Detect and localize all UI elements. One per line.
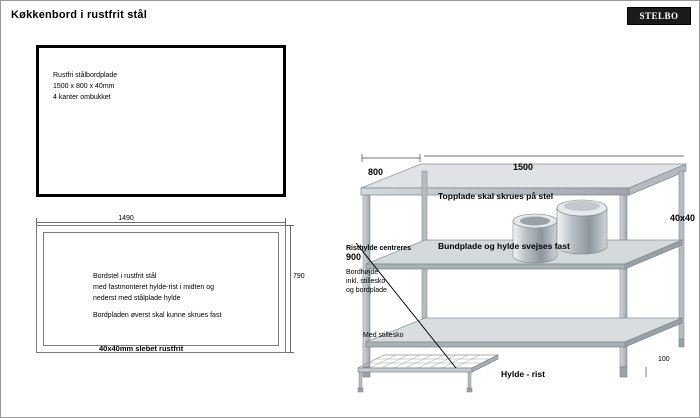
spec-line: med fastmonteret hylde-rist i midten og (93, 284, 214, 291)
dimension-line-horizontal (36, 222, 286, 223)
note-shelf-rack: Hylde - rist (501, 369, 545, 379)
note-bottom-plate: Bundplade og hylde svejses fast (438, 241, 570, 251)
spec-box-bottom-paragraph-3: 40x40mm slebet rustfrit (99, 344, 184, 353)
logo-text: STELBO (639, 11, 679, 21)
spec-line: 4 kanter ombukket (53, 94, 111, 101)
dimension-height-900: 900 (346, 252, 362, 262)
spec-box-top (36, 45, 286, 197)
dimension-leg-40x40: 40x40 (670, 213, 696, 223)
spec-line: 1500 x 800 x 40mm (53, 83, 115, 90)
dimension-tick-bottom (286, 352, 294, 353)
note-height-line-1: Bordhøjde (346, 269, 379, 276)
spec-box-bottom-paragraph-2: Bordpladen øverst skal kunne skrues fast (93, 312, 222, 319)
note-rack-centered: Risthylde centreres (346, 245, 411, 252)
dimension-tick-top (286, 225, 294, 226)
table-3d-drawing (346, 146, 700, 406)
spec-box-bottom (36, 225, 286, 353)
brand-logo (627, 7, 691, 25)
dimension-depth-800: 800 (368, 167, 384, 177)
spec-line: nederst med stålplade hylde (93, 295, 181, 302)
spec-line: Bordstel i rustfrit stål (93, 273, 157, 280)
note-adjustable-feet: Med stillesko (363, 332, 404, 339)
note-top-plate: Topplade skal skrues på stel (438, 191, 554, 201)
dimension-width-label: 1490 (118, 215, 134, 222)
dimension-line-vertical (290, 225, 291, 353)
note-height-line-3: og bordplade (346, 287, 387, 294)
dimension-foot-100: 100 (658, 356, 670, 363)
page-title: Køkkenbord i rustfrit stål (11, 9, 147, 21)
spec-line: Rustfri stålbordplade (53, 72, 118, 79)
note-height-line-2: inkl. stillesko (346, 278, 386, 285)
dimension-height-label: 790 (293, 273, 305, 280)
spec-box-bottom-paragraph-1 (93, 271, 214, 304)
dimension-length-1500: 1500 (513, 162, 534, 172)
spec-box-top-text (53, 70, 117, 103)
